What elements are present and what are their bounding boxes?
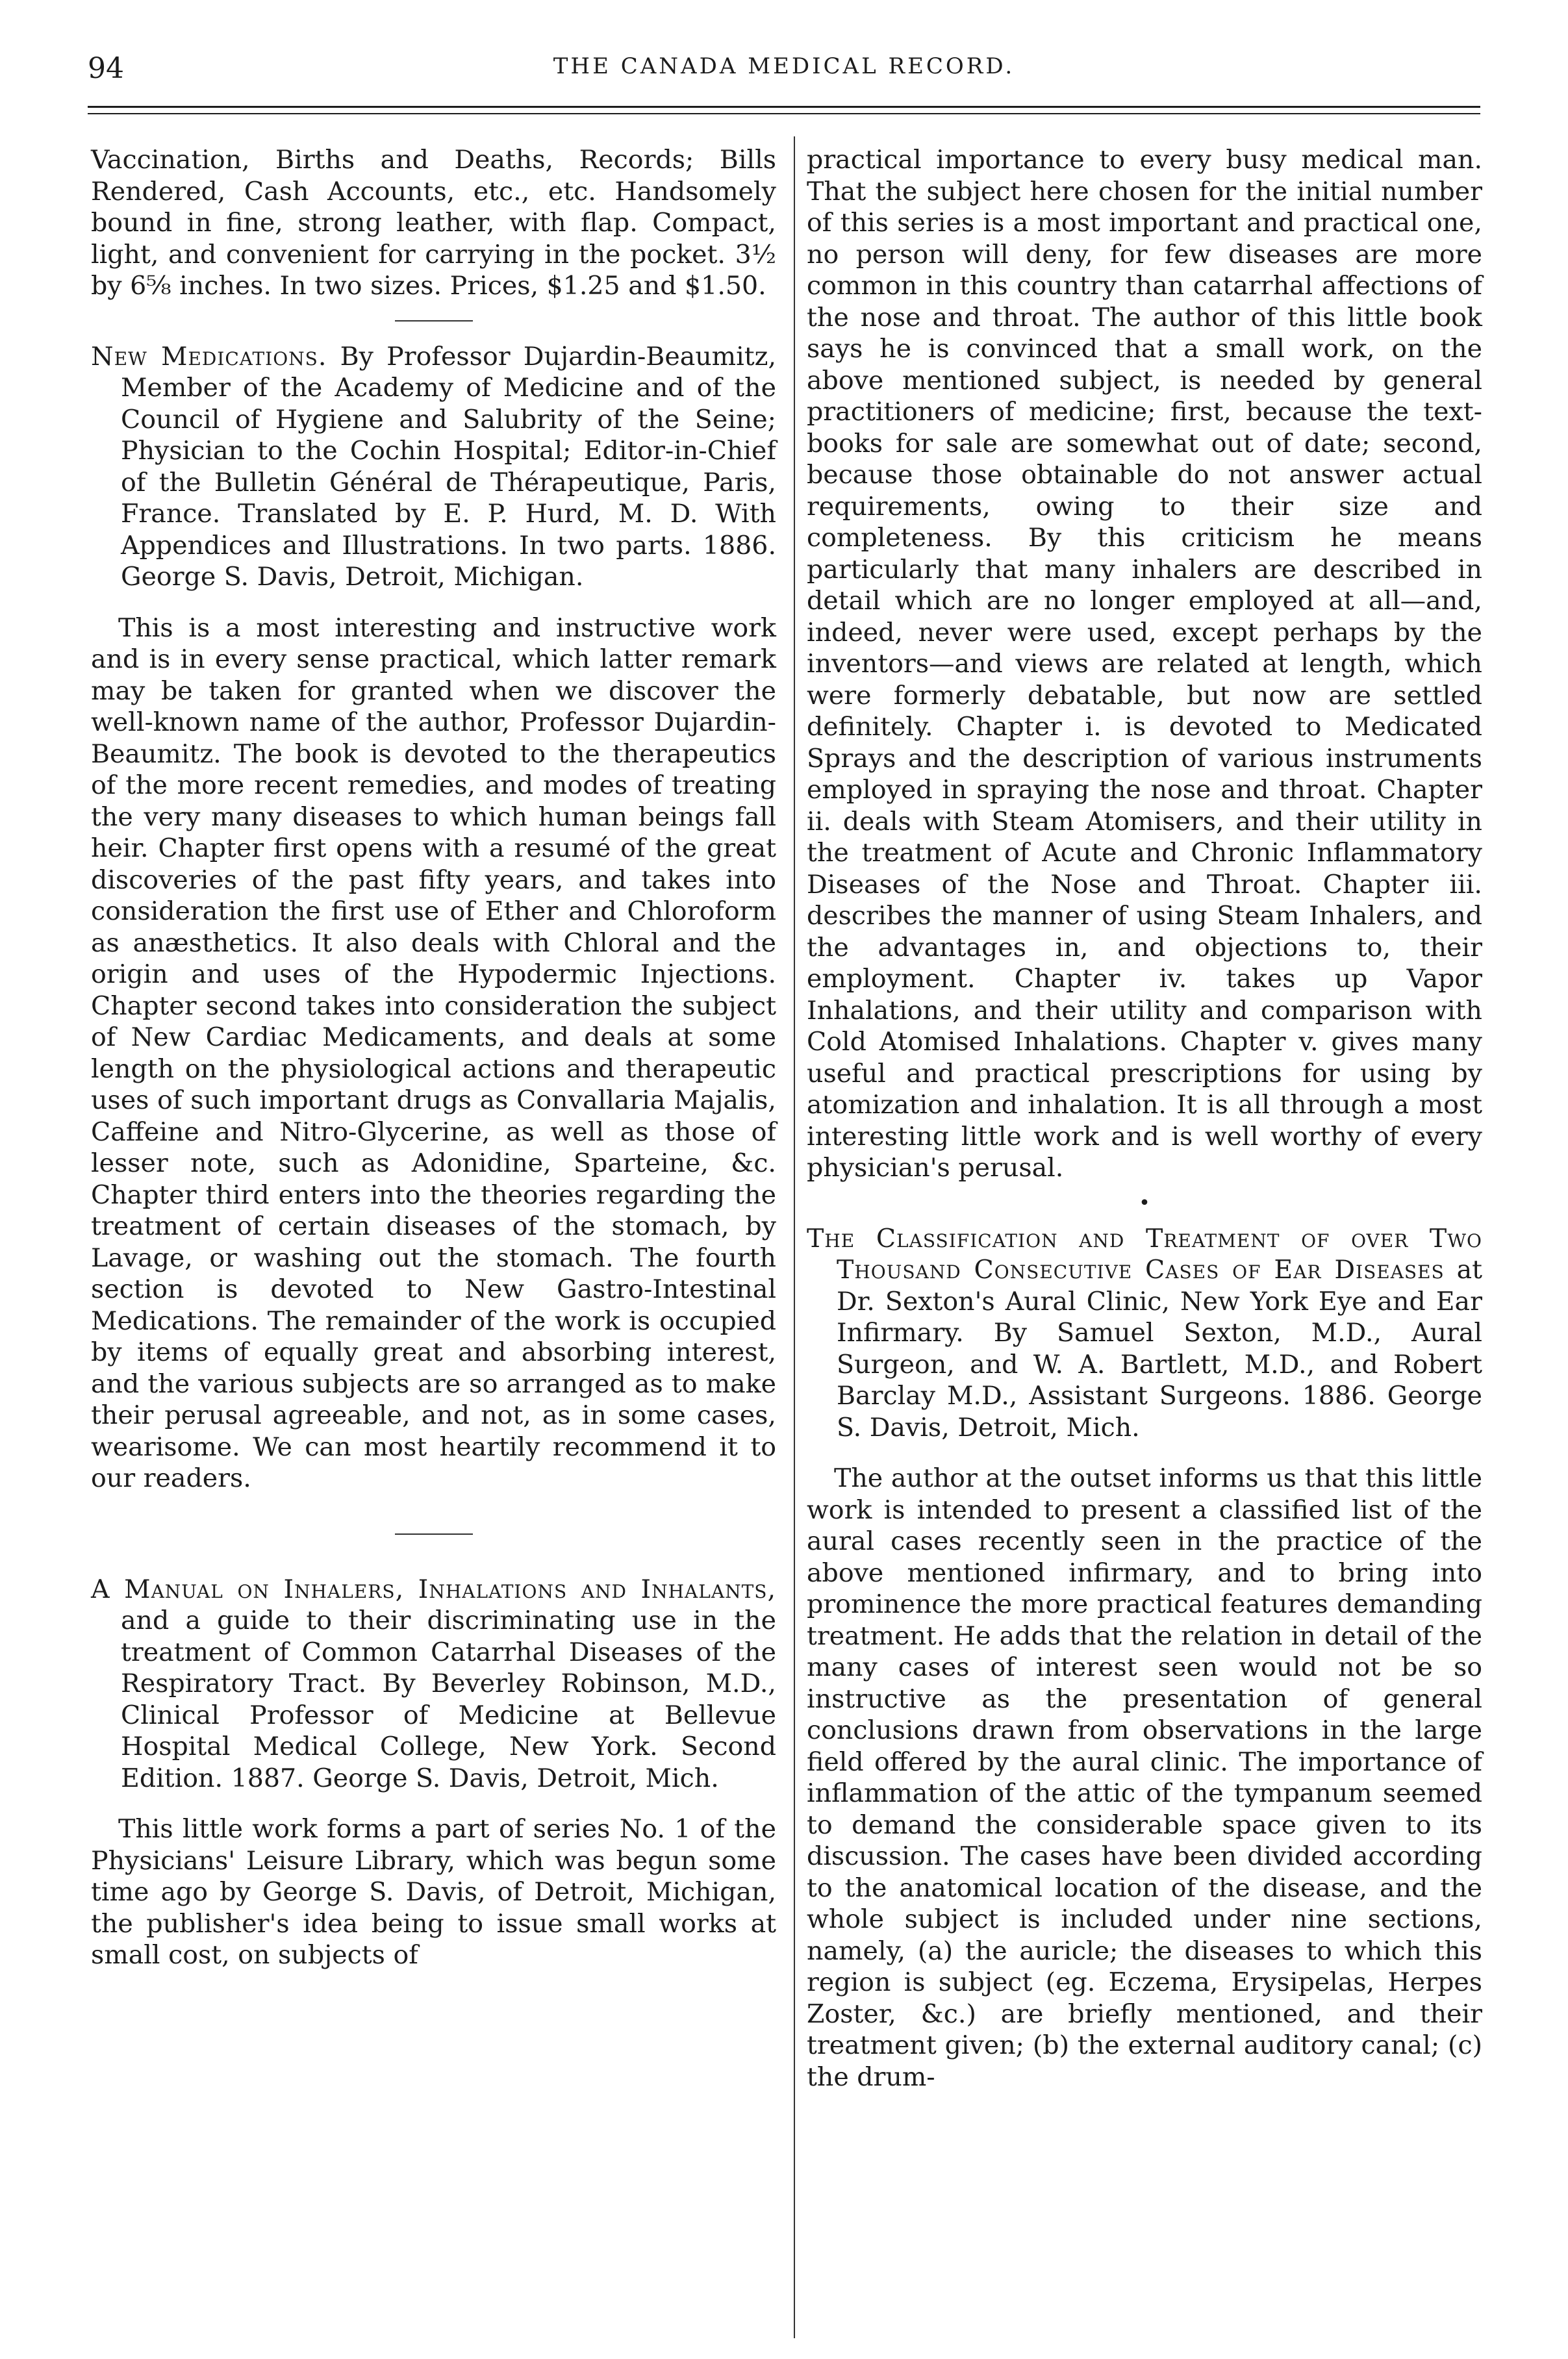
manual-inhalers-review-start: This little work forms a part of series No. 1 of the Physicians' Leisure Library, which was begun some time ago by George S. Davis, of Detroit, Michigan, the publisher's idea being to issue small works at small cost, on subjects of — [91, 1814, 776, 1970]
manual-inhalers-citation: and a guide to their discriminating use in the treatment of Common Catarrhal Diseases of the Respiratory Tract. By Beverley Robinson, M.D., Clinical Professor of Medicine at Bellevue Hospital Medical College, New York. Second Edition. 1887. George S. Davis, Detroit, Mich. — [121, 1606, 776, 1793]
left-column — [91, 144, 776, 1971]
right-column — [807, 144, 1482, 2093]
column-divider — [794, 136, 795, 2338]
ear-diseases-review: The author at the outset informs us that this little work is intended to present a classified list of the aural cases recently seen in the practice of the above mentioned infirmary, and to bring into prominence the more practical features demanding treatment. He adds that the relation in detail of the many cases of interest seen would not be so instructive as the presentation of general conclusions drawn from observations in the large field offered by the aural clinic. The importance of inflammation of the attic of the tympanum seemed to demand the considerable space given to its discussion. The cases have been divided according to the anatomical location of the disease, and the whole subject is included under nine sections, namely, (a) the auricle; the diseases to which this region is subject (eg. Eczema, Erysipelas, Herpes Zoster, &c.) are briefly mentioned, and their treatment given; (b) the external auditory canal; (c) the drum- — [807, 1463, 1482, 2092]
new-medications-heading — [91, 341, 776, 593]
section-separator — [395, 1533, 473, 1535]
manual-inhalers-entry — [91, 1574, 776, 1971]
header-rule-top — [88, 106, 1480, 108]
manual-inhalers-continued: practical importance to every busy medical man. That the subject here chosen for the initial number of this series is a most important and practical one, no person will deny, for few diseases are more common in this country than catarrhal affections of the nose and throat. The author of this little book says he is convinced that a small work, on the above mentioned subject, is needed by general practitioners of medicine; first, because the text-books for sale are somewhat out of date; second, because those obtainable do not answer actual requirements, owing to their size and completeness. By this criticism he means particularly that many inhalers are described in detail which are no longer employed at all—and, indeed, never were used, except perhaps by the inventors—and views are related at length, which were formerly debatable, but now are settled definitely. Chapter i. is devoted to Medicated Sprays and the description of various instruments employed in spraying the nose and throat. Chapter ii. deals with Steam Atomisers, and their utility in the treatment of Acute and Chronic Inflammatory Diseases of the Nose and Throat. Chapter iii. describes the manner of using Steam Inhalers, and the advantages in, and objections to, their employment. Chapter iv. takes up Vapor Inhalations, and their utility and comparison with Cold Atomised Inhalations. Chapter v. gives many useful and practical prescriptions for using by atomization and inhalation. It is all through a most interesting little work and is well worthy of every physician's perusal. — [807, 145, 1482, 1183]
section-separator — [395, 320, 473, 322]
notice-continued: Vaccination, Births and Deaths, Records; Bills Rendered, Cash Accounts, etc., etc. Handsomely bound in fine, strong leather, with flap. Compact, light, and convenient for carrying in the pocket. 3½ by 6⅝ inches. In two sizes. Prices, $1.25 and $1.50. — [91, 145, 776, 301]
page-header — [88, 45, 1480, 97]
new-medications-title: New Medications. — [91, 341, 327, 372]
manual-inhalers-heading — [91, 1574, 776, 1795]
new-medications-citation: By Professor Dujardin-Beaumitz, Member of the Academy of Medicine and of the Council of Hygiene and Salubrity of the Seine; Physician to the Cochin Hospital; Editor-in-Chief of the Bulletin Général de Thérapeutique, Paris, France. Translated by E. P. Hurd, M. D. With Appendices and Illustrations. In two parts. 1886. George S. Davis, Detroit, Michigan. — [121, 341, 777, 592]
manual-inhalers-title: A Manual on Inhalers, Inhalations and Inhalants, — [91, 1574, 776, 1604]
new-medications-review: This is a most interesting and instructive work and is in every sense practical, which latter remark may be taken for granted when we discover the well-known name of the author, Professor Dujardin-Beaumitz. The book is devoted to the therapeutics of the more recent remedies, and modes of treating the very many diseases to which human beings fall heir. Chapter first opens with a resumé of the great discoveries of the past fifty years, and takes into consideration the first use of Ether and Chloroform as anæsthetics. It also deals with Chloral and the origin and uses of the Hypodermic Injections. Chapter second takes into consideration the subject of New Cardiac Medicaments, and deals at some length on the physiological actions and therapeutic uses of such important drugs as Convallaria Majalis, Caffeine and Nitro-Glycerine, as well as those of lesser note, such as Adonidine, Sparteine, &c. Chapter third enters into the theories regarding the treatment of certain diseases of the stomach, by Lavage, or washing out the stomach. The fourth section is devoted to New Gastro-Intestinal Medications. The remainder of the work is occupied by items of equally great and absorbing interest, and the various subjects are so arranged as to make their perusal agreeable, and not, as in some cases, wearisome. We can most heartily recommend it to our readers. — [91, 612, 776, 1493]
header-rule-bottom — [88, 113, 1480, 114]
ear-diseases-title: The Classification and Treatment of over Two Thousand Consecutive Cases of Ear Diseases — [807, 1223, 1482, 1285]
ear-diseases-entry — [807, 1223, 1482, 2093]
new-medications-entry — [91, 341, 776, 1495]
page-number: 94 — [88, 52, 124, 85]
ear-diseases-heading — [807, 1223, 1482, 1444]
section-ornament: • — [1139, 1191, 1150, 1215]
running-title: THE CANADA MEDICAL RECORD. — [553, 53, 1015, 79]
ear-diseases-citation: at Dr. Sexton's Aural Clinic, New York Eye and Ear Infirmary. By Samuel Sexton, M.D., Aural Surgeon, and W. A. Bartlett, M.D., and Robert Barclay M.D., Assistant Surgeons. 1886. George S. Davis, Detroit, Mich. — [837, 1255, 1482, 1443]
